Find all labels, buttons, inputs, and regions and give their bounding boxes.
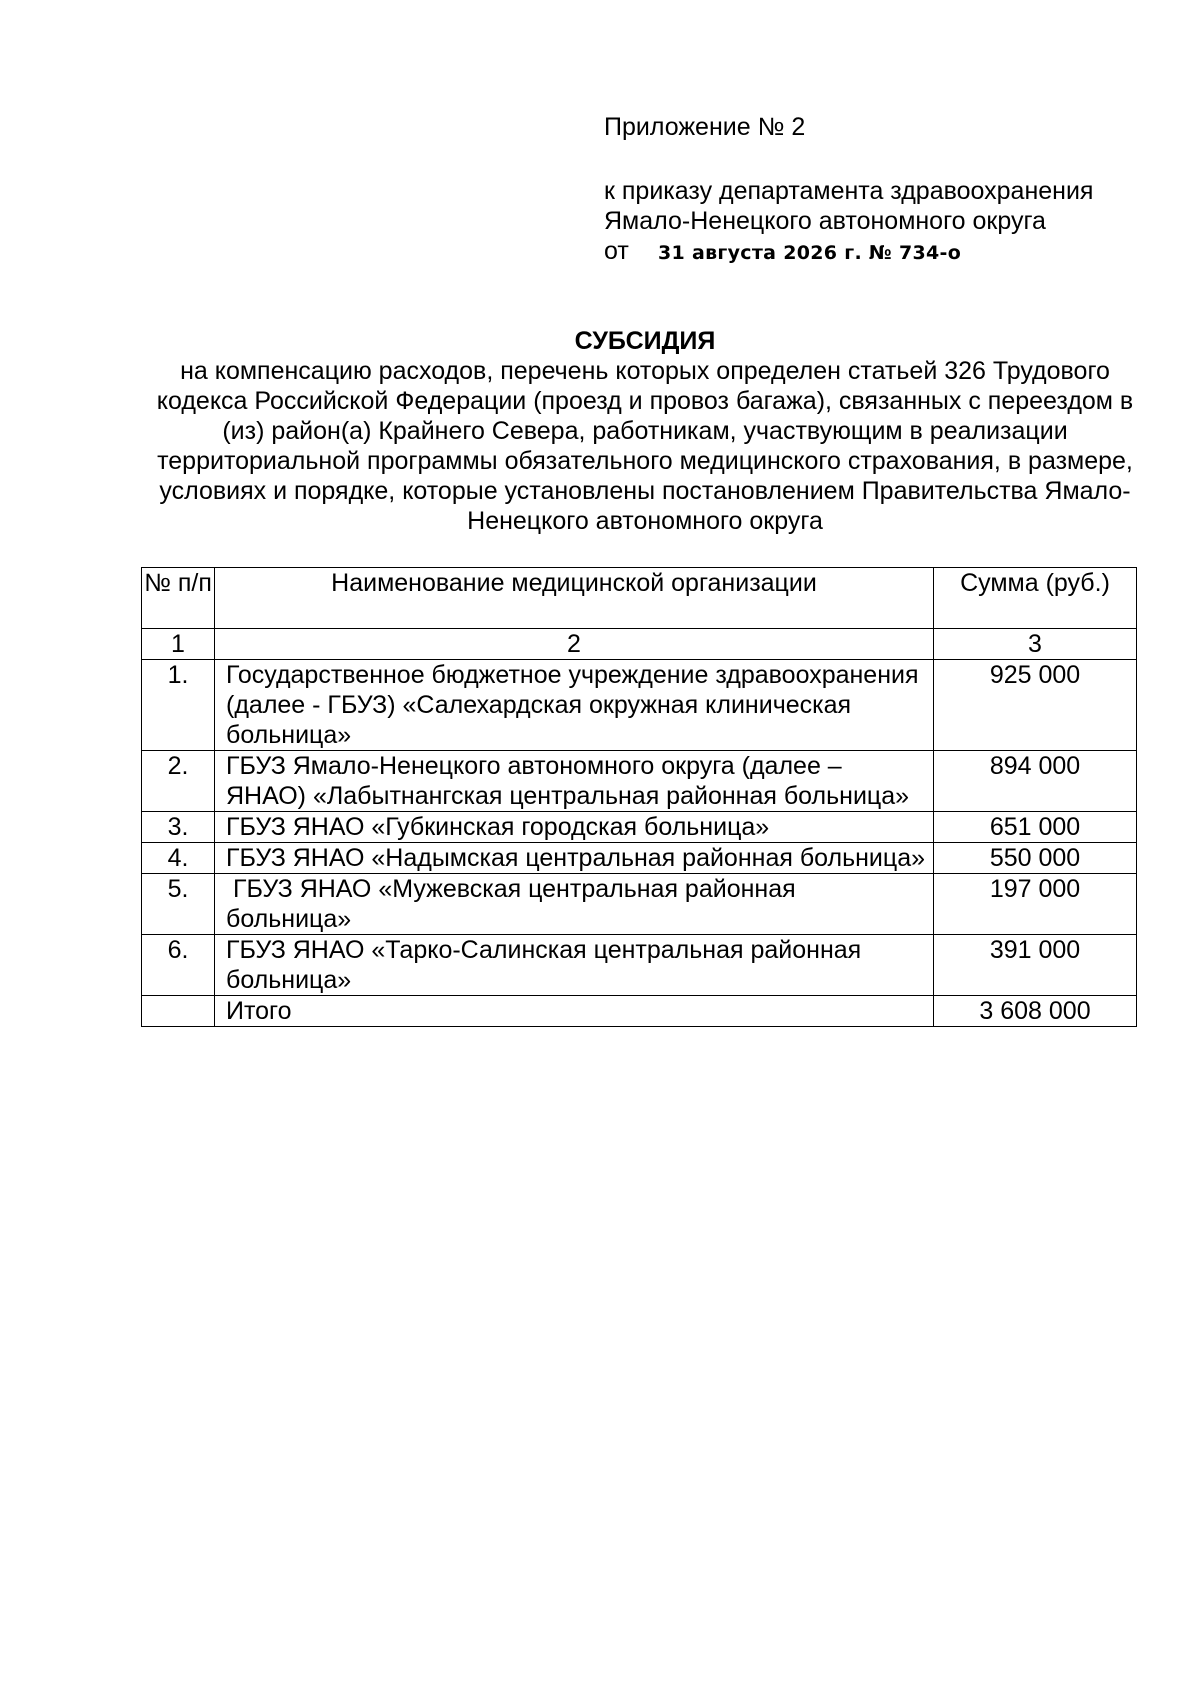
subsidy-sum: 651 000 (934, 812, 1137, 843)
row-number: 6. (142, 935, 215, 996)
order-from-word: от (604, 237, 629, 265)
subsidy-sum: 391 000 (934, 935, 1137, 996)
column-header-organization: Наименование медицинской организации (215, 568, 934, 629)
row-number: 5. (142, 874, 215, 935)
row-number: 2. (142, 751, 215, 812)
row-number (142, 996, 215, 1027)
organization-name: ГБУЗ ЯНАО «Надымская центральная районная больница» (215, 843, 934, 874)
organization-name: Государственное бюджетное учреждение здравоохранения (далее - ГБУЗ) «Салехардская окружная клиническая больница» (215, 660, 934, 751)
order-line-1: к приказу департамента здравоохранения (604, 177, 1094, 205)
column-number: 2 (215, 629, 934, 660)
subsidy-sum: 197 000 (934, 874, 1137, 935)
table-row (142, 812, 1137, 843)
table-header-row (142, 568, 1137, 629)
table-row (142, 751, 1137, 812)
organization-name: ГБУЗ ЯНАО «Губкинская городская больница» (215, 812, 934, 843)
document-title: СУБСИДИЯ (574, 327, 716, 355)
appendix-label: Приложение № 2 (604, 113, 806, 141)
subsidy-table (141, 567, 1137, 1027)
table-row (142, 874, 1137, 935)
column-header-sum: Сумма (руб.) (934, 568, 1137, 629)
subsidy-sum: 550 000 (934, 843, 1137, 874)
organization-name: ГБУЗ Ямало-Ненецкого автономного округа (далее – ЯНАО) «Лабытнангская центральная районная больница» (215, 751, 934, 812)
column-header-number: № п/п (142, 568, 215, 629)
column-number-row (142, 629, 1137, 660)
organization-name: ГБУЗ ЯНАО «Мужевская центральная районная больница» (215, 874, 934, 935)
total-label: Итого (215, 996, 934, 1027)
row-number: 4. (142, 843, 215, 874)
organization-name: ГБУЗ ЯНАО «Тарко-Салинская центральная районная больница» (215, 935, 934, 996)
order-line-2: Ямало-Ненецкого автономного округа (604, 207, 1046, 235)
total-row (142, 996, 1137, 1027)
row-number: 3. (142, 812, 215, 843)
subsidy-sum: 894 000 (934, 751, 1137, 812)
row-number: 1. (142, 660, 215, 751)
column-number: 1 (142, 629, 215, 660)
subsidy-sum: 925 000 (934, 660, 1137, 751)
total-sum: 3 608 000 (934, 996, 1137, 1027)
table-row (142, 843, 1137, 874)
table-row (142, 660, 1137, 751)
column-number: 3 (934, 629, 1137, 660)
table-row (142, 935, 1137, 996)
document-subtitle: на компенсацию расходов, перечень которых определен статьей 326 Трудового кодекса Российской Федерации (проезд и провоз багажа), связанных с переездом в (из) район(а) Крайнего Севера, работникам, участвующим в реализации территориальной программы обязательного медицинского страхования, в размере, условиях и порядке, которые установлены постановлением Правительства Ямало-Ненецкого автономного округа (156, 357, 1134, 535)
order-date-line (604, 236, 1093, 268)
order-date: 31 августа 2026 г. № 734-о (658, 242, 962, 264)
order-reference (604, 176, 1093, 268)
